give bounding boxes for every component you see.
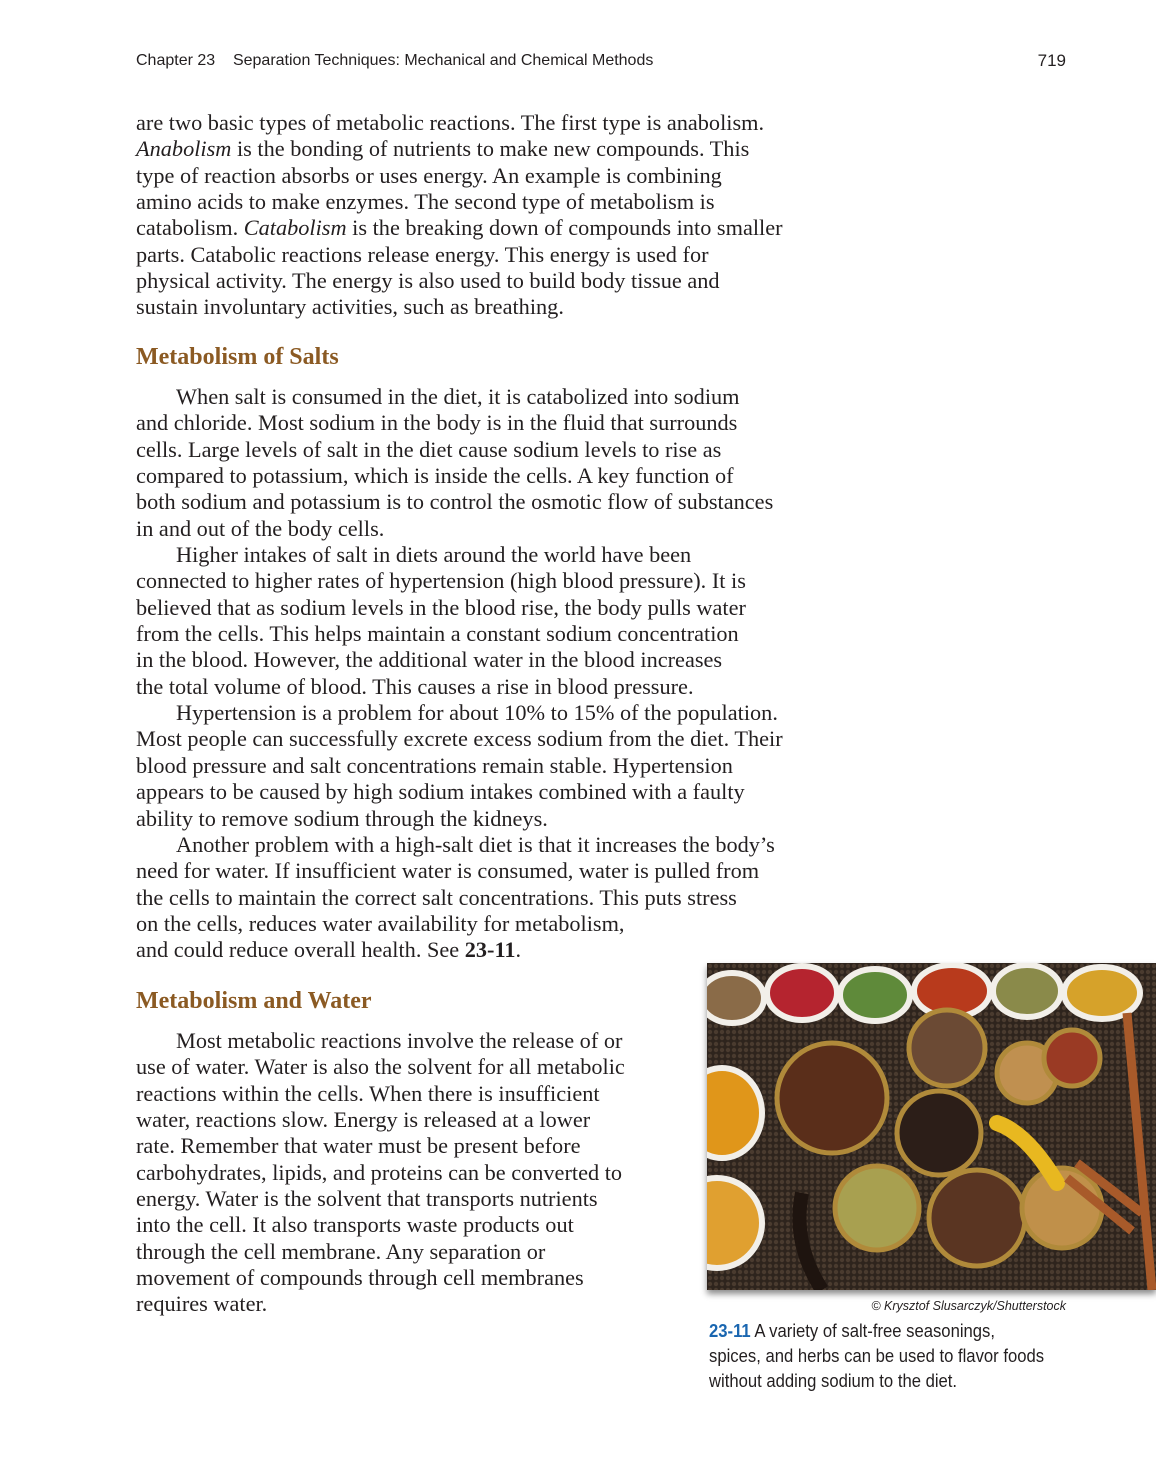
text-line: requires water. — [136, 1291, 268, 1317]
text-segment: is the bonding of nutrients to make new compounds. This — [231, 136, 750, 162]
figure-reference: 23-11 — [464, 937, 516, 963]
text-line: are two basic types of metabolic reactions. The first type is anabolism. — [136, 110, 765, 135]
caption-line: spices, and herbs can be used to flavor foods — [709, 1345, 1045, 1366]
text-line: through the cell membrane. Any separation or — [136, 1238, 546, 1264]
text-line: sustain involuntary activities, such as breathing. — [136, 294, 564, 320]
text-line: Another problem with a high-salt diet is that it increases the body’s — [176, 831, 775, 857]
text-line: carbohydrates, lipids, and proteins can be converted to — [136, 1159, 623, 1185]
text-line — [136, 136, 783, 162]
text-line: on the cells, reduces water availability for metabolism, — [136, 910, 625, 936]
text-line: need for water. If insufficient water is consumed, water is pulled from — [136, 858, 760, 884]
figure-caption — [709, 1318, 1044, 1393]
text-line: and chloride. Most sodium in the body is in the fluid that surrounds — [136, 410, 738, 436]
text-line — [136, 937, 783, 963]
text-line: cells. Large levels of salt in the diet cause sodium levels to rise as — [136, 436, 722, 462]
text-line: in and out of the body cells. — [136, 515, 385, 541]
text-line: rate. Remember that water must be present before — [136, 1133, 581, 1159]
italic-term: Catabolism — [243, 215, 347, 241]
text-line: water, reactions slow. Energy is released at a lower — [136, 1107, 591, 1133]
caption-line: A variety of salt-free seasonings, — [750, 1320, 996, 1341]
spices-photo — [707, 963, 1156, 1290]
chapter-label: Chapter 23 — [136, 52, 216, 69]
text-segment: catabolism. — [136, 215, 244, 241]
text-line: in the blood. However, the additional water in the blood increases — [136, 647, 723, 673]
caption-line: without adding sodium to the diet. — [709, 1370, 958, 1391]
running-header — [136, 52, 653, 70]
text-line: parts. Catabolic reactions release energy. This energy is used for — [136, 241, 709, 267]
text-line: energy. Water is the solvent that transports nutrients — [136, 1186, 598, 1212]
text-line: Most metabolic reactions involve the release of or — [176, 1028, 623, 1053]
chapter-title: Separation Techniques: Mechanical and Chemical Methods — [232, 52, 654, 69]
text-line: Most people can successfully excrete excess sodium from the diet. Their — [136, 726, 783, 752]
text-line: reactions within the cells. When there is insufficient — [136, 1080, 600, 1106]
text-line: the cells to maintain the correct salt concentrations. This puts stress — [136, 884, 737, 910]
text-segment: is the breaking down of compounds into smaller — [346, 215, 783, 241]
text-line: amino acids to make enzymes. The second type of metabolism is — [136, 189, 715, 215]
text-segment: . — [515, 937, 522, 963]
text-line: blood pressure and salt concentrations remain stable. Hypertension — [136, 752, 733, 778]
text-line: from the cells. This helps maintain a constant sodium concentration — [136, 621, 739, 647]
text-line — [136, 215, 783, 241]
heading-metabolism-of-salts: Metabolism of Salts — [136, 344, 339, 370]
text-line: use of water. Water is also the solvent for all metabolic — [136, 1054, 625, 1080]
text-line: into the cell. It also transports waste products out — [136, 1212, 574, 1238]
text-line: Hypertension is a problem for about 10% to 15% of the population. — [176, 700, 778, 726]
text-line: ability to remove sodium through the kidneys. — [136, 805, 548, 831]
paragraph-anabolism — [136, 110, 783, 321]
figure-number: 23-11 — [709, 1320, 751, 1341]
text-line: Higher intakes of salt in diets around the world have been — [176, 542, 692, 568]
heading-metabolism-and-water: Metabolism and Water — [136, 988, 372, 1014]
text-segment: and could reduce overall health. See — [136, 937, 465, 963]
text-line: connected to higher rates of hypertension (high blood pressure). It is — [136, 568, 746, 594]
text-line: believed that as sodium levels in the blood rise, the body pulls water — [136, 594, 746, 620]
text-line: compared to potassium, which is inside the cells. A key function of — [136, 463, 734, 489]
italic-term: Anabolism — [136, 136, 232, 162]
text-line: movement of compounds through cell membranes — [136, 1265, 584, 1291]
text-line: the total volume of blood. This causes a rise in blood pressure. — [136, 673, 694, 699]
text-line: physical activity. The energy is also used to build body tissue and — [136, 268, 720, 294]
photo-credit: © Krysztof Slusarczyk/Shutterstock — [871, 1299, 1066, 1313]
paragraph-salts — [136, 384, 783, 964]
text-line: When salt is consumed in the diet, it is catabolized into sodium — [176, 384, 740, 409]
text-line: type of reaction absorbs or uses energy. An example is combining — [136, 162, 722, 188]
text-line: both sodium and potassium is to control the osmotic flow of substances — [136, 489, 774, 515]
page-number: 719 — [1037, 51, 1066, 70]
text-line: appears to be caused by high sodium intakes combined with a faulty — [136, 779, 745, 805]
paragraph-water — [136, 1028, 625, 1318]
